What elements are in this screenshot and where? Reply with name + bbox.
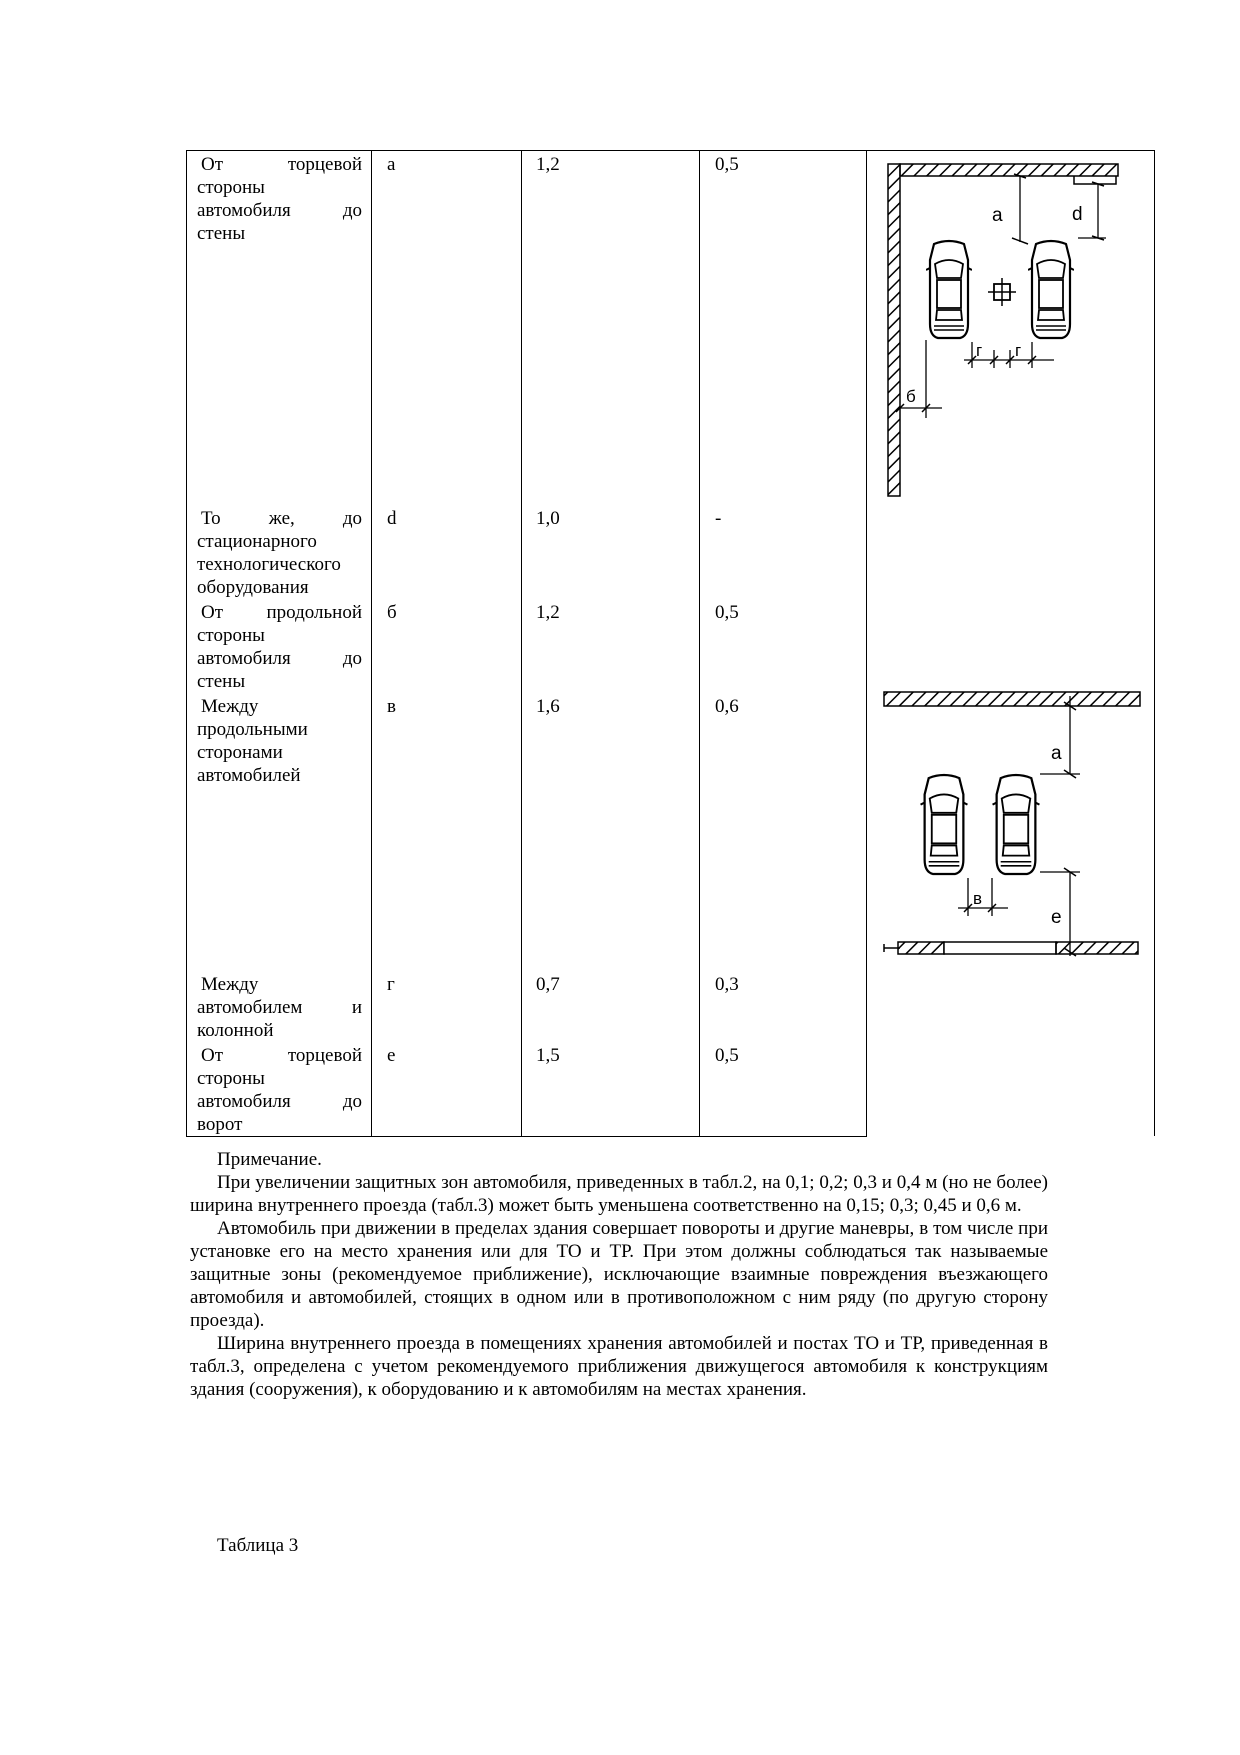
dim-label-d: d: [1072, 204, 1083, 225]
dim-label-v: в: [973, 889, 983, 908]
row-description: От торцевой стороны автомобиля до стены: [187, 151, 372, 505]
dim-label-a: a: [1051, 743, 1062, 764]
dim-label-g1: г: [976, 341, 983, 360]
row-symbol: б: [372, 599, 522, 693]
row-value-1: 1,2: [522, 599, 700, 693]
row-value-2: 0,5: [700, 599, 867, 693]
row-value-1: 1,5: [522, 1042, 700, 1137]
row-value-2: 0,3: [700, 971, 867, 1042]
parking-layout-diagram-1: [884, 154, 1124, 504]
row-value-1: 1,6: [522, 693, 700, 971]
notes-paragraph: При увеличении защитных зон автомобиля, приведенных в табл.2, на 0,1; 0,2; 0,3 и 0,4 м (но не более) ширина внутреннего проезда (табл.3) может быть уменьшена соответственно на 0,15; 0,3; 0,45 и 0,6 м.: [190, 1172, 1048, 1216]
row-description: Между автомобилем и колонной: [187, 971, 372, 1042]
notes-block: [190, 1148, 1048, 1401]
dim-label-a: a: [992, 205, 1003, 226]
row-value-2: -: [700, 505, 867, 599]
dim-label-g2: г: [1015, 341, 1022, 360]
row-value-1: 1,0: [522, 505, 700, 599]
dim-label-e: e: [1051, 907, 1062, 928]
dim-label-b: б: [906, 387, 916, 406]
row-description: То же, до стационарного технологического оборудования: [187, 505, 372, 599]
row-symbol: е: [372, 1042, 522, 1137]
notes-paragraph: Ширина внутреннего проезда в помещениях хранения автомобилей и постах ТО и ТР, приведенная в табл.3, определена с учетом рекомендуемого приближения движущегося автомобиля к конструкциям здания (сооружения), к оборудованию и к автомобилям на местах хранения.: [190, 1333, 1048, 1400]
row-symbol: d: [372, 505, 522, 599]
row-symbol: а: [372, 151, 522, 505]
row-value-1: 0,7: [522, 971, 700, 1042]
row-value-1: 1,2: [522, 151, 700, 505]
notes-heading: Примечание.: [217, 1149, 322, 1170]
row-description: От торцевой стороны автомобиля до ворот: [187, 1042, 372, 1137]
row-description: От продольной стороны автомобиля до стены: [187, 599, 372, 693]
row-symbol: в: [372, 693, 522, 971]
row-value-2: 0,5: [700, 151, 867, 505]
row-description: Между продольными сторонами автомобилей: [187, 693, 372, 971]
notes-paragraph: Автомобиль при движении в пределах здания совершает повороты и другие маневры, в том числе при установке его на место хранения или для ТО и ТР. При этом должны соблюдаться так называемые защитные зоны (рекомендуемое приближение), исключающие взаимные повреждения въезжающего автомобиля и автомобилей, стоящих в одном или в противоположном с ним ряду (по другую сторону проезда).: [190, 1218, 1048, 1331]
parking-layout-diagram-2: [880, 686, 1142, 966]
table-3-label: Таблица 3: [217, 1535, 299, 1556]
row-symbol: г: [372, 971, 522, 1042]
row-value-2: 0,5: [700, 1042, 867, 1137]
row-value-2: 0,6: [700, 693, 867, 971]
